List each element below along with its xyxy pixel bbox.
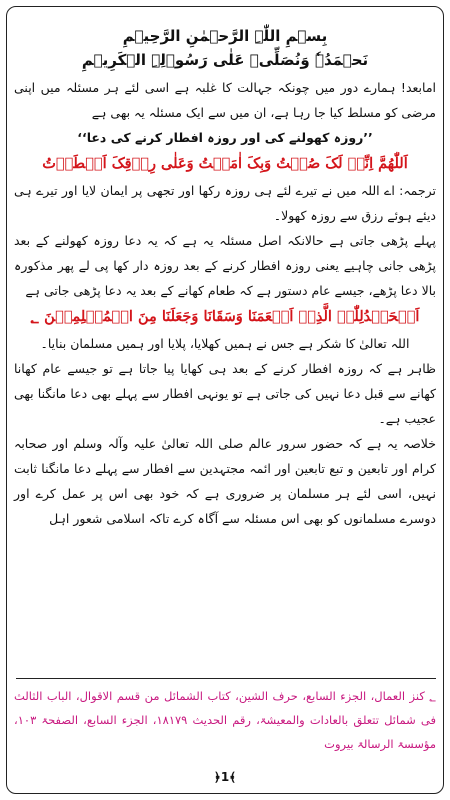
iftar-dua: اَللّٰھُمَّ اِنِّیۡ لَکَ صُمۡتُ وَبِکَ اٰمَنۡتُ وَعَلٰی رِزۡقِکَ اَفۡطَرۡتُ [42, 155, 408, 172]
dua-translation: ترجمہ: اے اللہ میں نے تیرے لئے ہی روزہ رکھا اور تجھی پر ایمان لایا اور تیرے ہی دیئے ہوئے رزق سے روزہ کھولا۔ [14, 183, 436, 223]
explanation-paragraph: پہلے پڑھی جاتی ہے حالانکہ اصل مسئلہ یہ ہے کہ یہ دعا روزہ کھولنے کے بعد پڑھی جانی چاہیے یعنی روزہ افطار کرنے کے بعد روزہ دار کھا پی لے پھر مذکورہ بالا دعا پڑھے، جیسے عام دستور ہے کہ طعام کھانے کے بعد یہ دعا پڑھی جاتی ہے [14, 233, 436, 298]
page-content [14, 24, 436, 531]
footnote-divider [16, 678, 436, 679]
praise-line: نَحۡمَدُہٗ وَنُصَلِّیۡ عَلٰی رَسُوۡلِہِ الۡکَرِیۡمِ [81, 51, 369, 69]
summary-paragraph: خلاصہ یہ ہے کہ حضور سرور عالم صلی اللہ تعالیٰ علیہ وآلہ وسلم اور صحابہ کرام اور تابعین و تبع تابعین اور ائمہ مجتہدین سے افطار سے پہلے دعا مانگنا ثابت نہیں، اسی لئے ہر مسلمان پر ضروری ہے کہ خود بھی اس پر عمل کرے اور دوسرے مسلمانوں کو بھی اس مسئلہ سے آگاہ کرے تاکہ اسلامی شعور اہل [14, 436, 436, 526]
explanation-paragraph-2: ظاہر ہے کہ روزہ افطار کرنے کے بعد ہی کھایا پیا جاتا ہے تو جیسے عام کھانا کھانے سے قبل دعا نہیں کی جاتی ہے تو یونہی افطار سے پہلے بھی دعا مانگنا بھی عجیب ہے۔ [14, 361, 436, 426]
topic-title: ’’روزہ کھولنے کی اور روزہ افطار کرنے کی دعا‘‘ [77, 130, 373, 145]
bismillah: بِسۡمِ اللّٰہِ الرَّحۡمٰنِ الرَّحِیۡمِ [122, 27, 328, 45]
page-number: ﴿1﴾ [213, 770, 237, 784]
after-meal-dua-translation: اللہ تعالیٰ کا شکر ہے جس نے ہمیں کھلایا، پلایا اور ہمیں مسلمان بنایا۔ [40, 336, 410, 351]
after-meal-dua: اَلۡحَمۡدُلِلّٰہِ الَّذِیۡ اَطۡعَمَنَا وَسَقَانَا وَجَعَلَنَا مِنَ الۡمُسۡلِمِیۡنَ ؂ [30, 308, 420, 325]
intro-paragraph: امابعد! ہمارے دور میں چونکہ جہالت کا غلبہ ہے اسی لئے ہر مسئلہ میں اپنی مرضی کو مسلط کیا جا رہا ہے، ان میں سے ایک مسئلہ یہ بھی ہے [14, 80, 436, 120]
footnote: ؂ کنز العمال، الجزء السابع، حرف الشین، کتاب الشمائل من قسم الاقوال، الباب الثالث فی شمائل تتعلق بالعادات والمعیشۃ، رقم الحدیث ۱۸۱۷۹، الجزء السابع، الصفحۃ ۱۰۳، مؤسسۃ الرسالۃ بیروت [14, 689, 436, 751]
